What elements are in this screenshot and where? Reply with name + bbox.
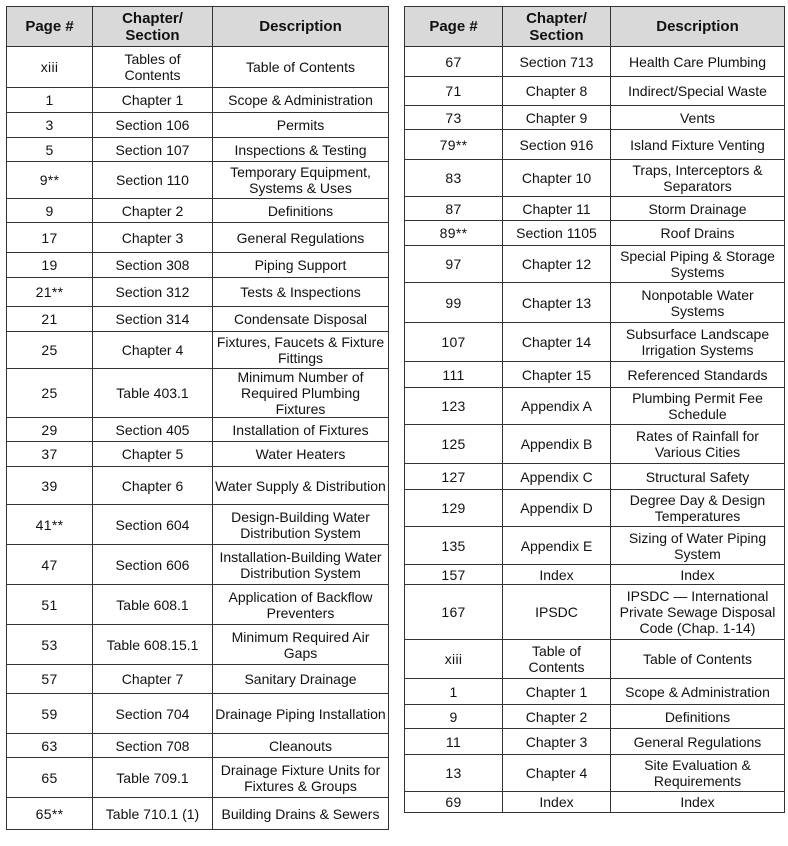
table-row bbox=[7, 467, 389, 505]
header-page: Page # bbox=[7, 7, 93, 47]
chapter-section-cell: Section 708 bbox=[93, 734, 213, 758]
description-cell: Island Fixture Venting bbox=[611, 130, 785, 160]
description-cell: Subsurface Landscape Irrigation Systems bbox=[611, 323, 785, 362]
description-cell: Structural Safety bbox=[611, 464, 785, 490]
page-number-cell: 29 bbox=[7, 418, 93, 442]
table-row bbox=[7, 278, 389, 307]
page-number-cell: 89** bbox=[405, 221, 503, 246]
description-cell: Condensate Disposal bbox=[213, 307, 389, 332]
description-cell: Index bbox=[611, 565, 785, 585]
description-cell: Degree Day & Design Temperatures bbox=[611, 490, 785, 527]
page-number-cell: 1 bbox=[405, 679, 503, 705]
page-number-cell: xiii bbox=[405, 640, 503, 679]
table-row bbox=[405, 323, 785, 362]
table-row bbox=[7, 798, 389, 830]
table-row bbox=[405, 362, 785, 388]
chapter-section-cell: Chapter 15 bbox=[503, 362, 611, 388]
table-row bbox=[405, 388, 785, 425]
chapter-section-cell: Table 403.1 bbox=[93, 369, 213, 418]
description-cell: Index bbox=[611, 792, 785, 813]
chapter-section-cell: Chapter 14 bbox=[503, 323, 611, 362]
chapter-section-cell: Chapter 9 bbox=[503, 106, 611, 130]
table-row bbox=[7, 505, 389, 545]
page-number-cell: 111 bbox=[405, 362, 503, 388]
page-number-cell: 41** bbox=[7, 505, 93, 545]
chapter-section-cell: Chapter 4 bbox=[503, 755, 611, 792]
table-row bbox=[405, 464, 785, 490]
page-number-cell: 59 bbox=[7, 694, 93, 734]
table-row bbox=[405, 283, 785, 323]
chapter-section-cell: Index bbox=[503, 565, 611, 585]
table-row bbox=[405, 585, 785, 640]
page-number-cell: 129 bbox=[405, 490, 503, 527]
page-number-cell: 107 bbox=[405, 323, 503, 362]
description-cell: Water Heaters bbox=[213, 442, 389, 467]
left-index-table bbox=[6, 6, 389, 830]
chapter-section-cell: Chapter 2 bbox=[503, 705, 611, 729]
chapter-section-cell: Chapter 8 bbox=[503, 77, 611, 106]
description-cell: Tests & Inspections bbox=[213, 278, 389, 307]
table-row bbox=[7, 113, 389, 138]
chapter-section-cell: Chapter 2 bbox=[93, 199, 213, 223]
table-row bbox=[7, 223, 389, 253]
description-cell: Nonpotable Water Systems bbox=[611, 283, 785, 323]
page-number-cell: 51 bbox=[7, 585, 93, 625]
table-row bbox=[405, 729, 785, 755]
chapter-section-cell: Table 608.15.1 bbox=[93, 625, 213, 665]
table-row bbox=[7, 369, 389, 418]
page-number-cell: 47 bbox=[7, 545, 93, 585]
table-row bbox=[405, 792, 785, 813]
chapter-section-cell: Section 107 bbox=[93, 138, 213, 162]
description-cell: Application of Backflow Preventers bbox=[213, 585, 389, 625]
table-row bbox=[405, 755, 785, 792]
description-cell: Site Evaluation & Requirements bbox=[611, 755, 785, 792]
chapter-section-cell: Chapter 3 bbox=[93, 223, 213, 253]
page-number-cell: 87 bbox=[405, 197, 503, 221]
table-row bbox=[405, 425, 785, 464]
header-chapter: Chapter/ Section bbox=[503, 7, 611, 47]
table-row bbox=[7, 332, 389, 369]
table-row bbox=[7, 545, 389, 585]
table-row bbox=[7, 665, 389, 694]
header-page: Page # bbox=[405, 7, 503, 47]
description-cell: General Regulations bbox=[611, 729, 785, 755]
chapter-section-cell: Chapter 3 bbox=[503, 729, 611, 755]
page-number-cell: 65 bbox=[7, 758, 93, 798]
description-cell: Design-Building Water Distribution System bbox=[213, 505, 389, 545]
page-number-cell: 167 bbox=[405, 585, 503, 640]
description-cell: General Regulations bbox=[213, 223, 389, 253]
page-number-cell: 97 bbox=[405, 246, 503, 283]
table-row bbox=[7, 199, 389, 223]
page-number-cell: 11 bbox=[405, 729, 503, 755]
chapter-section-cell: Chapter 6 bbox=[93, 467, 213, 505]
chapter-section-cell: Section 713 bbox=[503, 47, 611, 77]
chapter-section-cell: Chapter 12 bbox=[503, 246, 611, 283]
header-chapter: Chapter/ Section bbox=[93, 7, 213, 47]
description-cell: Scope & Administration bbox=[611, 679, 785, 705]
header-description: Description bbox=[213, 7, 389, 47]
table-row bbox=[405, 565, 785, 585]
page-number-cell: 19 bbox=[7, 253, 93, 278]
chapter-section-cell: Chapter 4 bbox=[93, 332, 213, 369]
page-number-cell: 9 bbox=[405, 705, 503, 729]
page-number-cell: 37 bbox=[7, 442, 93, 467]
chapter-section-cell: Section 704 bbox=[93, 694, 213, 734]
right-index-table bbox=[404, 6, 785, 813]
description-cell: Indirect/Special Waste bbox=[611, 77, 785, 106]
header-row bbox=[405, 7, 785, 47]
table-row bbox=[7, 307, 389, 332]
chapter-section-cell: Chapter 7 bbox=[93, 665, 213, 694]
table-row bbox=[405, 221, 785, 246]
description-cell: Roof Drains bbox=[611, 221, 785, 246]
page-number-cell: 127 bbox=[405, 464, 503, 490]
description-cell: Minimum Required Air Gaps bbox=[213, 625, 389, 665]
description-cell: Building Drains & Sewers bbox=[213, 798, 389, 830]
description-cell: Permits bbox=[213, 113, 389, 138]
description-cell: Table of Contents bbox=[213, 47, 389, 88]
chapter-section-cell: Appendix A bbox=[503, 388, 611, 425]
table-row bbox=[405, 705, 785, 729]
page-number-cell: 65** bbox=[7, 798, 93, 830]
chapter-section-cell: Appendix C bbox=[503, 464, 611, 490]
chapter-section-cell: Section 314 bbox=[93, 307, 213, 332]
table-row bbox=[7, 418, 389, 442]
chapter-section-cell: Chapter 11 bbox=[503, 197, 611, 221]
page-number-cell: 135 bbox=[405, 527, 503, 565]
page-number-cell: 17 bbox=[7, 223, 93, 253]
page-number-cell: 25 bbox=[7, 332, 93, 369]
chapter-section-cell: Chapter 1 bbox=[503, 679, 611, 705]
description-cell: Drainage Piping Installation bbox=[213, 694, 389, 734]
description-cell: Scope & Administration bbox=[213, 88, 389, 113]
page-number-cell: 99 bbox=[405, 283, 503, 323]
page-number-cell: 157 bbox=[405, 565, 503, 585]
chapter-section-cell: Appendix E bbox=[503, 527, 611, 565]
description-cell: IPSDC — International Private Sewage Disposal Code (Chap. 1-14) bbox=[611, 585, 785, 640]
table-row bbox=[7, 162, 389, 199]
header-description: Description bbox=[611, 7, 785, 47]
header-row bbox=[7, 7, 389, 47]
table-row bbox=[405, 679, 785, 705]
description-cell: Special Piping & Storage Systems bbox=[611, 246, 785, 283]
table-row bbox=[7, 47, 389, 88]
description-cell: Drainage Fixture Units for Fixtures & Groups bbox=[213, 758, 389, 798]
page-number-cell: 63 bbox=[7, 734, 93, 758]
page-number-cell: 21 bbox=[7, 307, 93, 332]
chapter-section-cell: Tables of Contents bbox=[93, 47, 213, 88]
description-cell: Temporary Equipment, Systems & Uses bbox=[213, 162, 389, 199]
description-cell: Sizing of Water Piping System bbox=[611, 527, 785, 565]
chapter-section-cell: Chapter 10 bbox=[503, 160, 611, 197]
table-row bbox=[7, 625, 389, 665]
description-cell: Fixtures, Faucets & Fixture Fittings bbox=[213, 332, 389, 369]
chapter-section-cell: Chapter 5 bbox=[93, 442, 213, 467]
description-cell: Table of Contents bbox=[611, 640, 785, 679]
description-cell: Plumbing Permit Fee Schedule bbox=[611, 388, 785, 425]
description-cell: Sanitary Drainage bbox=[213, 665, 389, 694]
description-cell: Vents bbox=[611, 106, 785, 130]
page-number-cell: 123 bbox=[405, 388, 503, 425]
table-row bbox=[405, 77, 785, 106]
page-number-cell: 25 bbox=[7, 369, 93, 418]
chapter-section-cell: Section 312 bbox=[93, 278, 213, 307]
page-number-cell: 79** bbox=[405, 130, 503, 160]
table-row bbox=[405, 197, 785, 221]
description-cell: Referenced Standards bbox=[611, 362, 785, 388]
chapter-section-cell: Section 916 bbox=[503, 130, 611, 160]
table-row bbox=[405, 246, 785, 283]
page-number-cell: 71 bbox=[405, 77, 503, 106]
table-row bbox=[7, 442, 389, 467]
table-row bbox=[7, 138, 389, 162]
chapter-section-cell: Section 405 bbox=[93, 418, 213, 442]
description-cell: Minimum Number of Required Plumbing Fixtures bbox=[213, 369, 389, 418]
description-cell: Rates of Rainfall for Various Cities bbox=[611, 425, 785, 464]
page-number-cell: 83 bbox=[405, 160, 503, 197]
page-number-cell: 125 bbox=[405, 425, 503, 464]
chapter-section-cell: Chapter 1 bbox=[93, 88, 213, 113]
table-row bbox=[7, 585, 389, 625]
description-cell: Installation-Building Water Distribution System bbox=[213, 545, 389, 585]
chapter-section-cell: Table 608.1 bbox=[93, 585, 213, 625]
description-cell: Piping Support bbox=[213, 253, 389, 278]
chapter-section-cell: Section 1105 bbox=[503, 221, 611, 246]
table-row bbox=[405, 527, 785, 565]
table-row bbox=[405, 130, 785, 160]
page-number-cell: 9 bbox=[7, 199, 93, 223]
description-cell: Health Care Plumbing bbox=[611, 47, 785, 77]
table-row bbox=[7, 253, 389, 278]
chapter-section-cell: Section 106 bbox=[93, 113, 213, 138]
chapter-section-cell: Appendix B bbox=[503, 425, 611, 464]
table-row bbox=[7, 758, 389, 798]
chapter-section-cell: Chapter 13 bbox=[503, 283, 611, 323]
page-number-cell: 13 bbox=[405, 755, 503, 792]
page-number-cell: 1 bbox=[7, 88, 93, 113]
chapter-section-cell: Section 308 bbox=[93, 253, 213, 278]
description-cell: Inspections & Testing bbox=[213, 138, 389, 162]
page-number-cell: 57 bbox=[7, 665, 93, 694]
table-row bbox=[7, 734, 389, 758]
page-number-cell: xiii bbox=[7, 47, 93, 88]
chapter-section-cell: Section 604 bbox=[93, 505, 213, 545]
page-number-cell: 69 bbox=[405, 792, 503, 813]
chapter-section-cell: Section 606 bbox=[93, 545, 213, 585]
chapter-section-cell: Appendix D bbox=[503, 490, 611, 527]
description-cell: Storm Drainage bbox=[611, 197, 785, 221]
description-cell: Installation of Fixtures bbox=[213, 418, 389, 442]
page-number-cell: 53 bbox=[7, 625, 93, 665]
chapter-section-cell: Section 110 bbox=[93, 162, 213, 199]
chapter-section-cell: Table 709.1 bbox=[93, 758, 213, 798]
table-row bbox=[405, 160, 785, 197]
description-cell: Cleanouts bbox=[213, 734, 389, 758]
page-number-cell: 73 bbox=[405, 106, 503, 130]
page-number-cell: 3 bbox=[7, 113, 93, 138]
page-number-cell: 39 bbox=[7, 467, 93, 505]
description-cell: Definitions bbox=[611, 705, 785, 729]
page-number-cell: 5 bbox=[7, 138, 93, 162]
chapter-section-cell: Index bbox=[503, 792, 611, 813]
chapter-section-cell: IPSDC bbox=[503, 585, 611, 640]
page-number-cell: 9** bbox=[7, 162, 93, 199]
table-row bbox=[405, 47, 785, 77]
table-row bbox=[405, 106, 785, 130]
table-row bbox=[405, 490, 785, 527]
page-number-cell: 21** bbox=[7, 278, 93, 307]
description-cell: Definitions bbox=[213, 199, 389, 223]
description-cell: Water Supply & Distribution bbox=[213, 467, 389, 505]
table-row bbox=[7, 694, 389, 734]
chapter-section-cell: Table of Contents bbox=[503, 640, 611, 679]
page-number-cell: 67 bbox=[405, 47, 503, 77]
table-row bbox=[405, 640, 785, 679]
table-row bbox=[7, 88, 389, 113]
chapter-section-cell: Table 710.1 (1) bbox=[93, 798, 213, 830]
description-cell: Traps, Interceptors & Separators bbox=[611, 160, 785, 197]
